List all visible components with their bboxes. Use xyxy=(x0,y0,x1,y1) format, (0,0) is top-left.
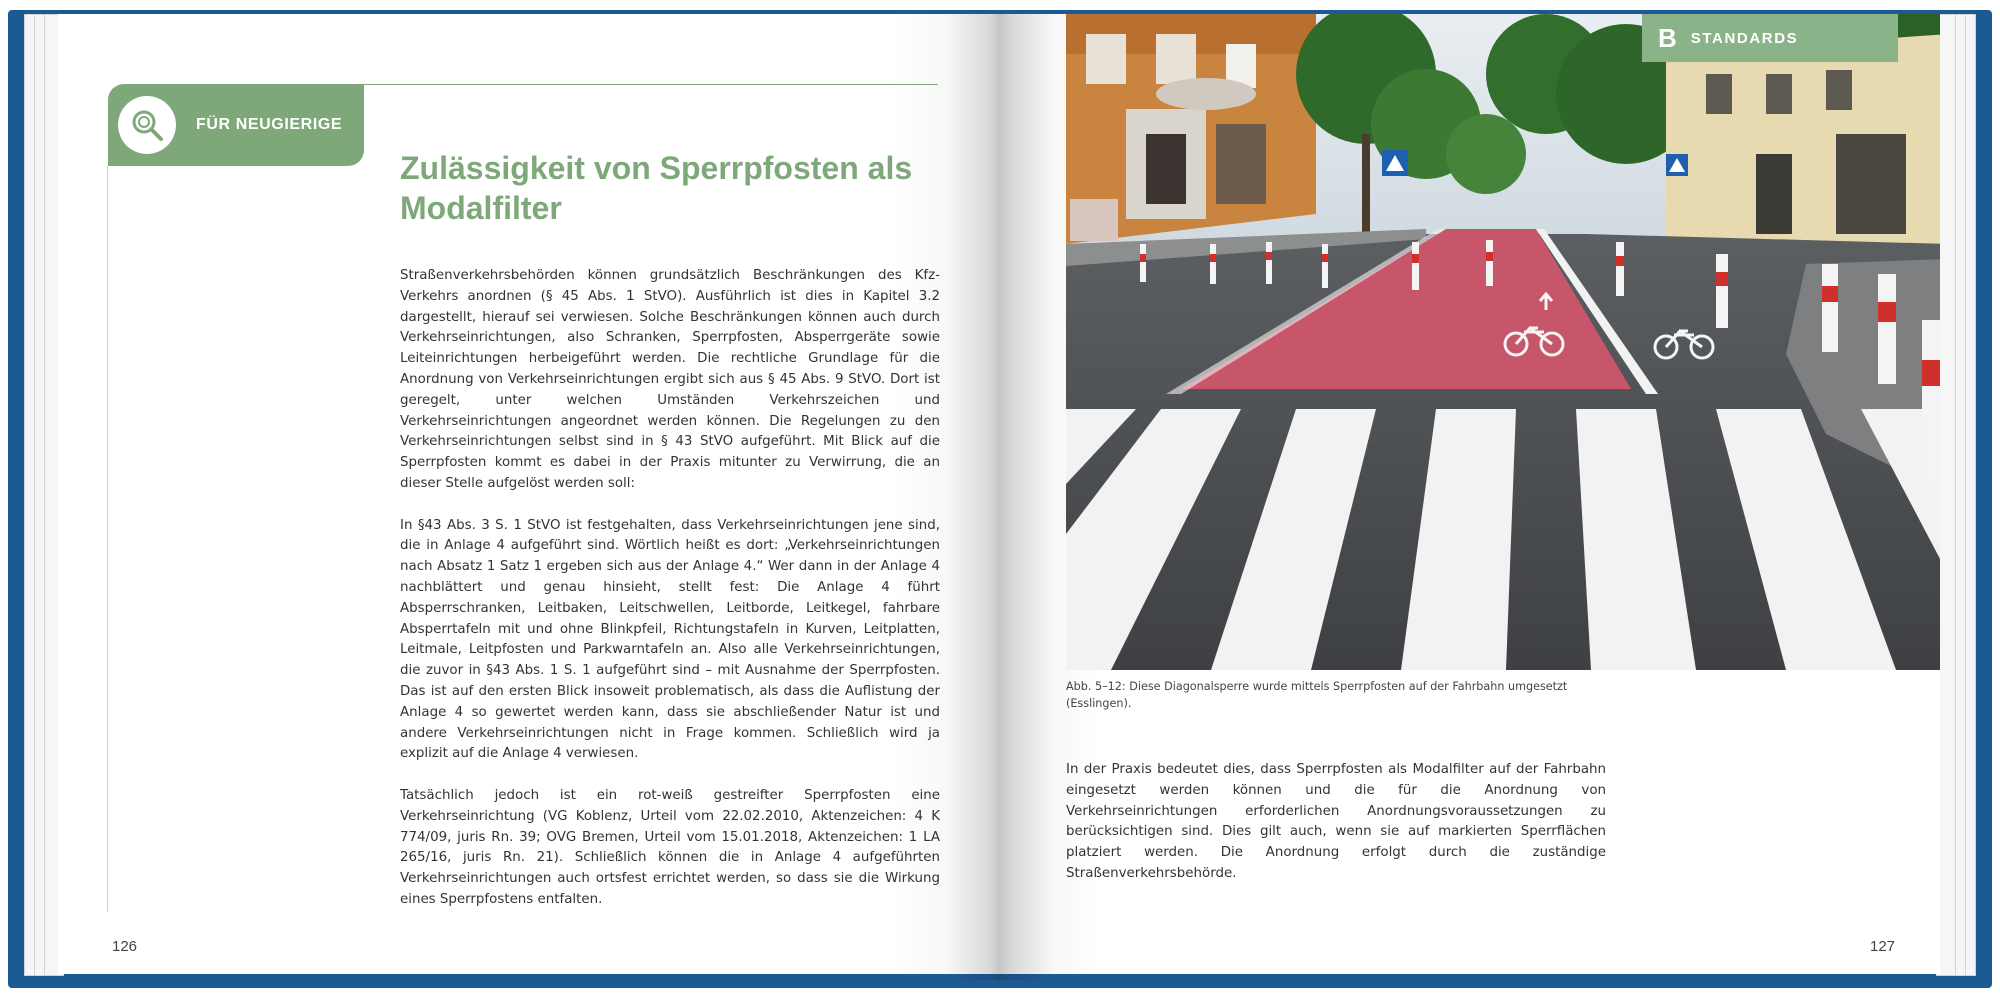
paragraph: Tatsächlich jedoch ist ein rot-weiß gestreifter Sperrpfosten eine Verkehrseinrichtung (VG Koblenz, Urteil vom 22.02.2010, Aktenzeichen: 4 K 774/09, juris Rn. 39; OVG Bremen, Urteil vom 15.01.2018, Aktenzeichen: 1 LA 265/16, juris Rn. 21). Schließlich können die in Anlage 4 aufgeführten Verkehrseinrichtungen auch ortsfest errichtet werden, so dass sie die Wirkung eines Sperrpfostens entfalten. xyxy=(400,787,940,907)
paragraph: Straßenverkehrsbehörden können grundsätzlich Beschränkungen des Kfz-Verkehrs anordnen (§ 45 Abs. 1 StVO). Ausführlich ist dies in Kapitel 3.2 dargestellt, hierauf sei verwiesen. Solche Beschränkungen können auch durch Verkehrseinrichtungen, also Schranken, Sperrpfosten, Absperrgeräte sowie Leiteinrichtungen herbeigeführt werden. Die rechtliche Grundlage für die Anordnung von Verkehrseinrichtungen ergibt sich aus § 45 Abs. 9 StVO. Dort ist geregelt, unter welchen Umständen Verkehrszeichen und Verkehrseinrichtungen angeordnet werden können. Die Regelungen zu den Verkehrseinrichtungen selbst sind in § 43 StVO aufgeführt. Mit Blick auf die Sperrpfosten kommt es dabei in der Praxis mitunter zu Verwirrung, die an dieser Stelle aufgelöst werden soll: xyxy=(400,268,940,491)
paragraph: In der Praxis bedeutet dies, dass Sperrpfosten als Modalfilter auf der Fahrbahn eingesetzt werden können und die für die Anordnung von Verkehrseinrichtungen erforderlichen Anordnungsvoraussetzungen zu berücksichtigen sind. Dies gilt auch, wenn sie auf markierten Sperrflächen platziert werden. Die Anordnung erfolgt durch die zuständige Straßenverkehrsbehörde. xyxy=(1066,762,1606,881)
page-number: 127 xyxy=(1870,938,1896,955)
magnifier-icon xyxy=(118,96,176,154)
margin-rule xyxy=(107,166,108,912)
paragraph: In §43 Abs. 3 S. 1 StVO ist festgehalten, dass Verkehrseinrichtungen jene sind, die in Anlage 4 aufgeführt sind. Wörtlich heißt es dort: „Verkehrseinrichtungen nach Absatz 1 Satz 1 ergeben sich aus der Anlage 4.“ Wer dann in der Anlage 4 nachblättert und genau hinsieht, stellt fest: Die Anlage 4 führt Absperrschranken, Leitbaken, Leitschwellen, Leitborde, Leitkegel, fahrbare Absperrtafeln mit und ohne Blinkpfeil, Richtungstafeln in Kurven, Leitplatten, Leitmale, Leitpfosten und Parkwarntafeln an. Also alle Verkehrseinrichtungen, die zuvor in §43 Abs. 1 S. 1 aufgeführt sind – mit Ausnahme der Sperrpfosten. Das ist auf den ersten Blick insoweit problematisch, als dass die Auflistung der Anlage 4 so gewertet werden kann, dass sie abschließender Natur ist und andere Verkehrseinrichtungen nicht in Frage kommen. Schließlich wird ja explizit auf die Anlage 4 verwiesen. xyxy=(400,517,940,762)
left-page xyxy=(58,14,1004,974)
badge-label: FÜR NEUGIERIGE xyxy=(196,116,343,133)
title-line: Zulässigkeit von Sperrpfosten als xyxy=(400,150,913,186)
figure-caption: Abb. 5–12: Diese Diagonalsperre wurde mittels Sperrpfosten auf der Fahrbahn umgesetzt (Esslingen). xyxy=(1066,680,1568,710)
section-letter: B xyxy=(1658,22,1677,53)
header-rule xyxy=(364,84,938,85)
section-tab xyxy=(1642,14,1898,62)
page-title xyxy=(400,148,940,228)
title-line: Modalfilter xyxy=(400,190,562,226)
section-badge xyxy=(108,84,364,166)
body-text xyxy=(400,266,940,932)
right-page xyxy=(1004,14,1940,974)
page-number: 126 xyxy=(112,938,138,955)
section-label: STANDARDS xyxy=(1690,29,1799,47)
street-photo-icon xyxy=(1066,14,1940,670)
